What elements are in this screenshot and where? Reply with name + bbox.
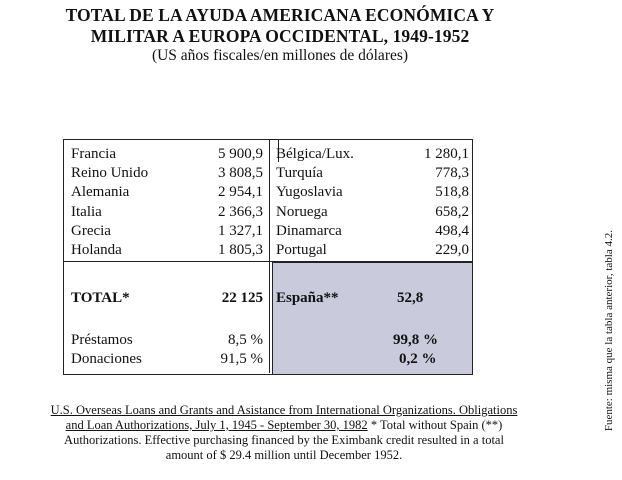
country-value: 5 900,9 — [218, 146, 263, 162]
source-line-2 — [14, 418, 554, 433]
country-name: Grecia — [71, 222, 111, 239]
country-name: Holanda — [71, 241, 122, 258]
side-source-note: Fuente: misma que la tabla anterior, tabla 4.2. — [603, 230, 615, 432]
country-name: Noruega — [276, 203, 328, 220]
grants-row — [63, 351, 473, 370]
country-value: 2 954,1 — [218, 184, 263, 201]
spain-label: España** — [276, 290, 339, 306]
document-title — [0, 5, 560, 47]
source-line-2-underlined: and Loan Authorizations, July 1, 1945 - September 30, 1982 — [65, 418, 368, 432]
country-name: Portugal — [276, 241, 327, 258]
table-row — [63, 222, 473, 241]
country-name: Alemania — [71, 184, 130, 201]
table-row — [63, 145, 473, 164]
row-divider — [63, 261, 473, 262]
country-name: Reino Unido — [71, 165, 149, 182]
country-value: 1 280,1 — [424, 146, 469, 162]
country-value: 518,8 — [435, 184, 469, 201]
source-line-3: Authorizations. Effective purchasing financed by the Eximbank credit resulted in a total — [64, 433, 504, 447]
source-note — [14, 403, 554, 463]
country-value: 3 808,5 — [218, 165, 263, 182]
title-line-2: MILITAR A EUROPA OCCIDENTAL, 1949-1952 — [90, 26, 470, 46]
loans-row — [63, 332, 473, 351]
country-name: Francia — [71, 146, 116, 162]
country-name: Bélgica/Lux. — [276, 146, 354, 162]
country-value: 498,4 — [435, 222, 469, 239]
table-row — [63, 183, 473, 202]
spain-total-value: 52,8 — [397, 290, 424, 306]
grants-label: Donaciones — [71, 351, 142, 367]
source-line-4: amount of $ 29.4 million until December 1952. — [165, 448, 403, 462]
country-name: Dinamarca — [276, 222, 342, 239]
grants-value: 91,5 % — [220, 351, 263, 367]
country-value: 1 327,1 — [218, 222, 263, 239]
loans-label: Préstamos — [71, 332, 133, 348]
country-name: Italia — [71, 203, 102, 220]
total-value: 22 125 — [221, 290, 263, 306]
title-line-1: TOTAL DE LA AYUDA AMERICANA ECONÓMICA Y — [65, 5, 495, 25]
country-name: Turquía — [276, 165, 323, 182]
table-row — [63, 241, 473, 260]
table-row — [63, 164, 473, 183]
country-value: 658,2 — [435, 203, 469, 220]
document-subtitle: (US años fiscales/en millones de dólares) — [151, 47, 409, 64]
country-name: Yugoslavia — [276, 184, 343, 201]
spain-loans-value: 99,8 % — [393, 332, 438, 348]
country-value: 1 805,3 — [218, 241, 263, 258]
total-label: TOTAL* — [71, 290, 130, 306]
country-value: 229,0 — [435, 241, 469, 258]
table-row — [63, 203, 473, 222]
loans-value: 8,5 % — [228, 332, 263, 348]
spain-grants-value: 0,2 % — [399, 351, 437, 367]
country-value: 778,3 — [435, 165, 469, 182]
country-value: 2 366,3 — [218, 203, 263, 220]
country-rows — [63, 145, 473, 260]
total-row — [63, 290, 473, 310]
source-line-1: U.S. Overseas Loans and Grants and Asistance from International Organizations. Obligations — [50, 403, 518, 417]
source-line-2-rest: * Total without Spain (**) — [367, 418, 503, 432]
